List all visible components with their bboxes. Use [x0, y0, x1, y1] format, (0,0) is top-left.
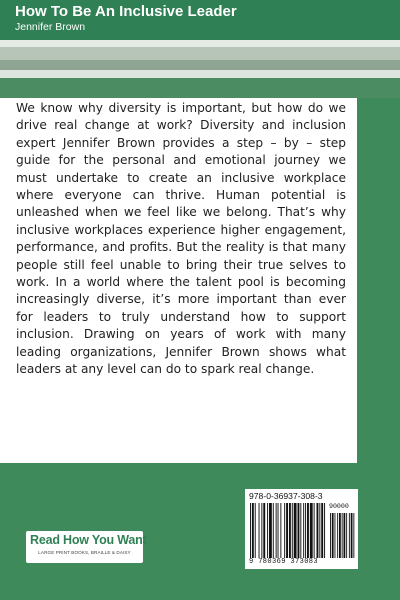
book-title: How To Be An Inclusive Leader — [15, 3, 237, 20]
barcode-bars-icon — [248, 503, 356, 558]
book-description: We know why diversity is important, but how do we drive real change at work? Diversity and inclusion expert Jennifer Brown provides a step – by – step guide for the personal and emotional journey we must undertake to create an inclusive workplace where everyone can thrive. Human potential is unleashed when we feel like we belong. That’s why inclusive workplaces experience higher engagement, performance, and profits. But the reality is that many people still feel unable to bring their true selves to work. In a world where the talent pool is becoming increasingly diverse, it’s more important than ever for leaders to truly understand how to support inclusion. Drawing on years of work with many leading organizations, Jennifer Brown shows what leaders at any level can do to spark real change. — [16, 101, 346, 377]
blurb-panel — [0, 98, 357, 463]
decorative-stripe — [0, 60, 400, 70]
price-code: 90000 — [329, 503, 349, 510]
decorative-stripe — [0, 78, 400, 98]
decorative-stripe — [0, 70, 400, 78]
decorative-stripe — [0, 40, 400, 47]
barcode-digits: 9 780369 373083 — [249, 558, 319, 566]
isbn-barcode — [245, 489, 358, 569]
isbn-number: 978-0-36937-308-3 — [249, 491, 323, 501]
publisher-logo — [26, 531, 147, 563]
book-author: Jennifer Brown — [15, 21, 86, 33]
publisher-logo-tagline: LARGE PRINT BOOKS, BRAILLE & DAISY — [38, 550, 131, 555]
publisher-logo-name: Read How You Want — [30, 533, 147, 547]
header-bar — [0, 0, 400, 40]
decorative-stripe — [0, 47, 400, 60]
